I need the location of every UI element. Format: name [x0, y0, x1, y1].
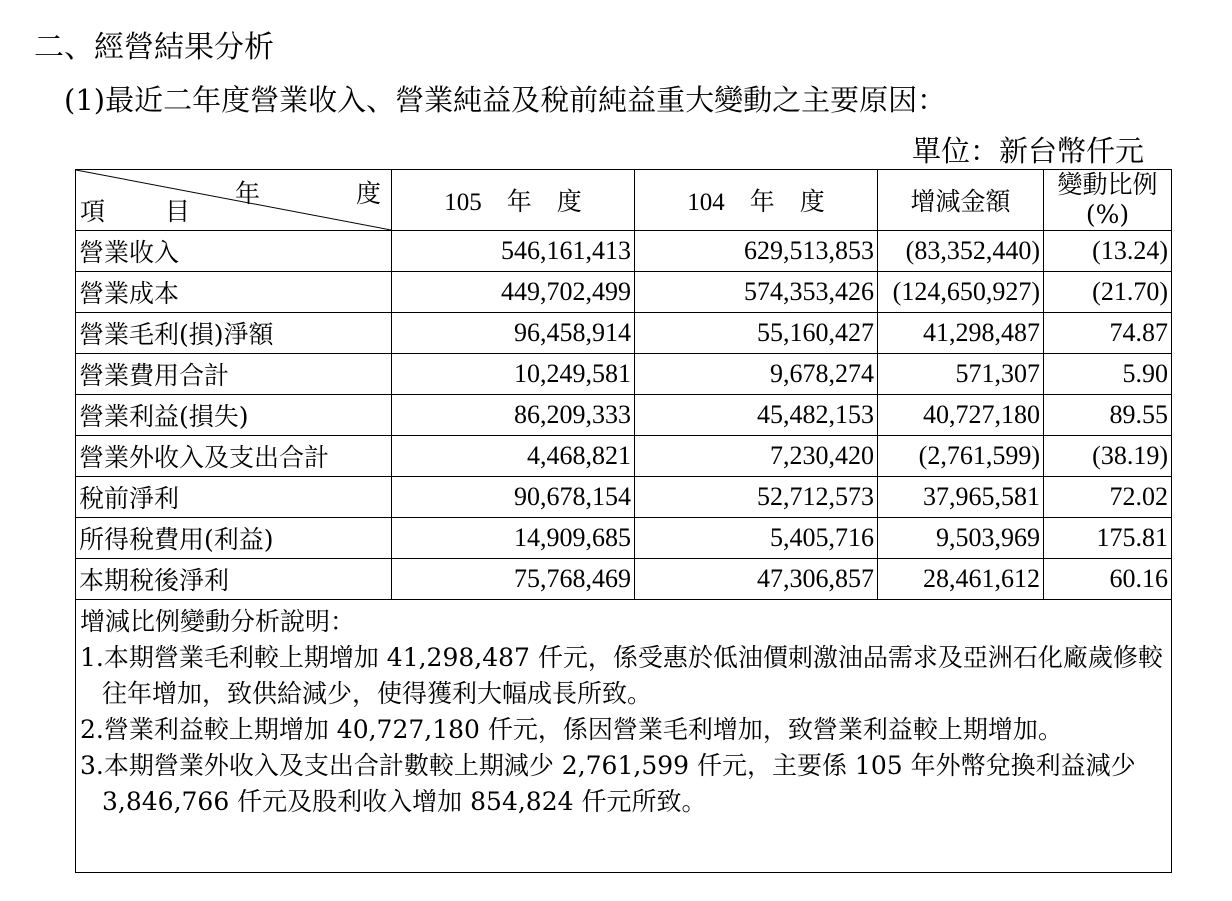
col-header-104: 104 年 度: [635, 170, 878, 231]
row-item-label: 稅前淨利: [76, 477, 392, 518]
col-header-ratio-line2: (%): [1085, 200, 1130, 229]
row-item-label: 本期稅後淨利: [76, 559, 392, 600]
row-value-change: (124,650,927): [878, 272, 1044, 313]
corner-bottom-label: [80, 192, 190, 228]
row-value-105: 449,702,499: [392, 272, 635, 313]
col-header-ratio-line1: 變動比例: [1057, 170, 1158, 199]
corner-bottom-b: 目: [165, 197, 191, 226]
table-row: [76, 395, 1172, 436]
row-value-ratio: (21.70): [1044, 272, 1172, 313]
row-item-label: 營業外收入及支出合計: [76, 436, 392, 477]
row-value-ratio: (13.24): [1044, 231, 1172, 272]
table-row: [76, 436, 1172, 477]
table-body: [76, 231, 1172, 600]
corner-top-b: 度: [355, 179, 381, 208]
col-header-105: 105 年 度: [392, 170, 635, 231]
row-value-105: 75,768,469: [392, 559, 635, 600]
unit-label: 單位：新台幣仟元: [911, 134, 1144, 168]
financial-table: [75, 169, 1172, 873]
corner-header-cell: [76, 170, 392, 231]
table-row: [76, 272, 1172, 313]
row-value-104: 52,712,573: [635, 477, 878, 518]
row-value-change: 28,461,612: [878, 559, 1044, 600]
row-value-change: 37,965,581: [878, 477, 1044, 518]
row-value-105: 86,209,333: [392, 395, 635, 436]
table-header-row: [76, 170, 1172, 231]
notes-title: 增減比例變動分析說明：: [80, 607, 356, 636]
row-value-ratio: 5.90: [1044, 354, 1172, 395]
row-value-104: 629,513,853: [635, 231, 878, 272]
col-header-change: 增減金額: [878, 170, 1044, 231]
row-item-label: 營業成本: [76, 272, 392, 313]
note-item-3: 3.本期營業外收入及支出合計數較上期減少 2,761,599 仟元，主要係 105 年外幣兌換利益減少 3,846,766 仟元及股利收入增加 854,824 仟元所致。: [80, 751, 1136, 816]
table-row: [76, 231, 1172, 272]
row-value-105: 4,468,821: [392, 436, 635, 477]
table-row: [76, 313, 1172, 354]
subsection-heading: (1)最近二年度營業收入、營業純益及稅前純益重大變動之主要原因：: [64, 83, 947, 117]
col-header-ratio: [1044, 170, 1172, 231]
row-value-ratio: 175.81: [1044, 518, 1172, 559]
row-value-change: 41,298,487: [878, 313, 1044, 354]
table-row: [76, 559, 1172, 600]
note-item-2: 2.營業利益較上期增加 40,727,180 仟元，係因營業毛利增加，致營業利益較上期增加。: [80, 715, 1063, 744]
row-value-105: 10,249,581: [392, 354, 635, 395]
row-value-ratio: 74.87: [1044, 313, 1172, 354]
row-value-104: 45,482,153: [635, 395, 878, 436]
row-item-label: 營業收入: [76, 231, 392, 272]
table-row: [76, 477, 1172, 518]
row-item-label: 營業利益(損失): [76, 395, 392, 436]
note-item-1: 1.本期營業毛利較上期增加 41,298,487 仟元，係受惠於低油價刺激油品需求及亞洲石化廠歲修較往年增加，致供給減少，使得獲利大幅成長所致。: [80, 643, 1163, 708]
row-value-104: 55,160,427: [635, 313, 878, 354]
row-value-ratio: 60.16: [1044, 559, 1172, 600]
row-value-change: 9,503,969: [878, 518, 1044, 559]
row-value-104: 574,353,426: [635, 272, 878, 313]
corner-top-label: [235, 174, 381, 210]
row-value-104: 5,405,716: [635, 518, 878, 559]
table-row: [76, 354, 1172, 395]
row-value-change: (2,761,599): [878, 436, 1044, 477]
row-value-104: 9,678,274: [635, 354, 878, 395]
row-value-105: 546,161,413: [392, 231, 635, 272]
row-value-105: 96,458,914: [392, 313, 635, 354]
row-item-label: 營業費用合計: [76, 354, 392, 395]
row-value-ratio: 72.02: [1044, 477, 1172, 518]
section-heading: 二、經營結果分析: [34, 30, 274, 65]
row-value-104: 7,230,420: [635, 436, 878, 477]
row-value-ratio: (38.19): [1044, 436, 1172, 477]
notes-row: [76, 600, 1172, 873]
row-value-105: 14,909,685: [392, 518, 635, 559]
row-value-ratio: 89.55: [1044, 395, 1172, 436]
row-value-104: 47,306,857: [635, 559, 878, 600]
row-item-label: 所得稅費用(利益): [76, 518, 392, 559]
corner-top-a: 年: [234, 179, 260, 208]
row-item-label: 營業毛利(損)淨額: [76, 313, 392, 354]
notes-cell: [76, 600, 1172, 873]
row-value-change: 571,307: [878, 354, 1044, 395]
row-value-105: 90,678,154: [392, 477, 635, 518]
corner-bottom-a: 項: [80, 197, 106, 226]
table-row: [76, 518, 1172, 559]
row-value-change: 40,727,180: [878, 395, 1044, 436]
row-value-change: (83,352,440): [878, 231, 1044, 272]
